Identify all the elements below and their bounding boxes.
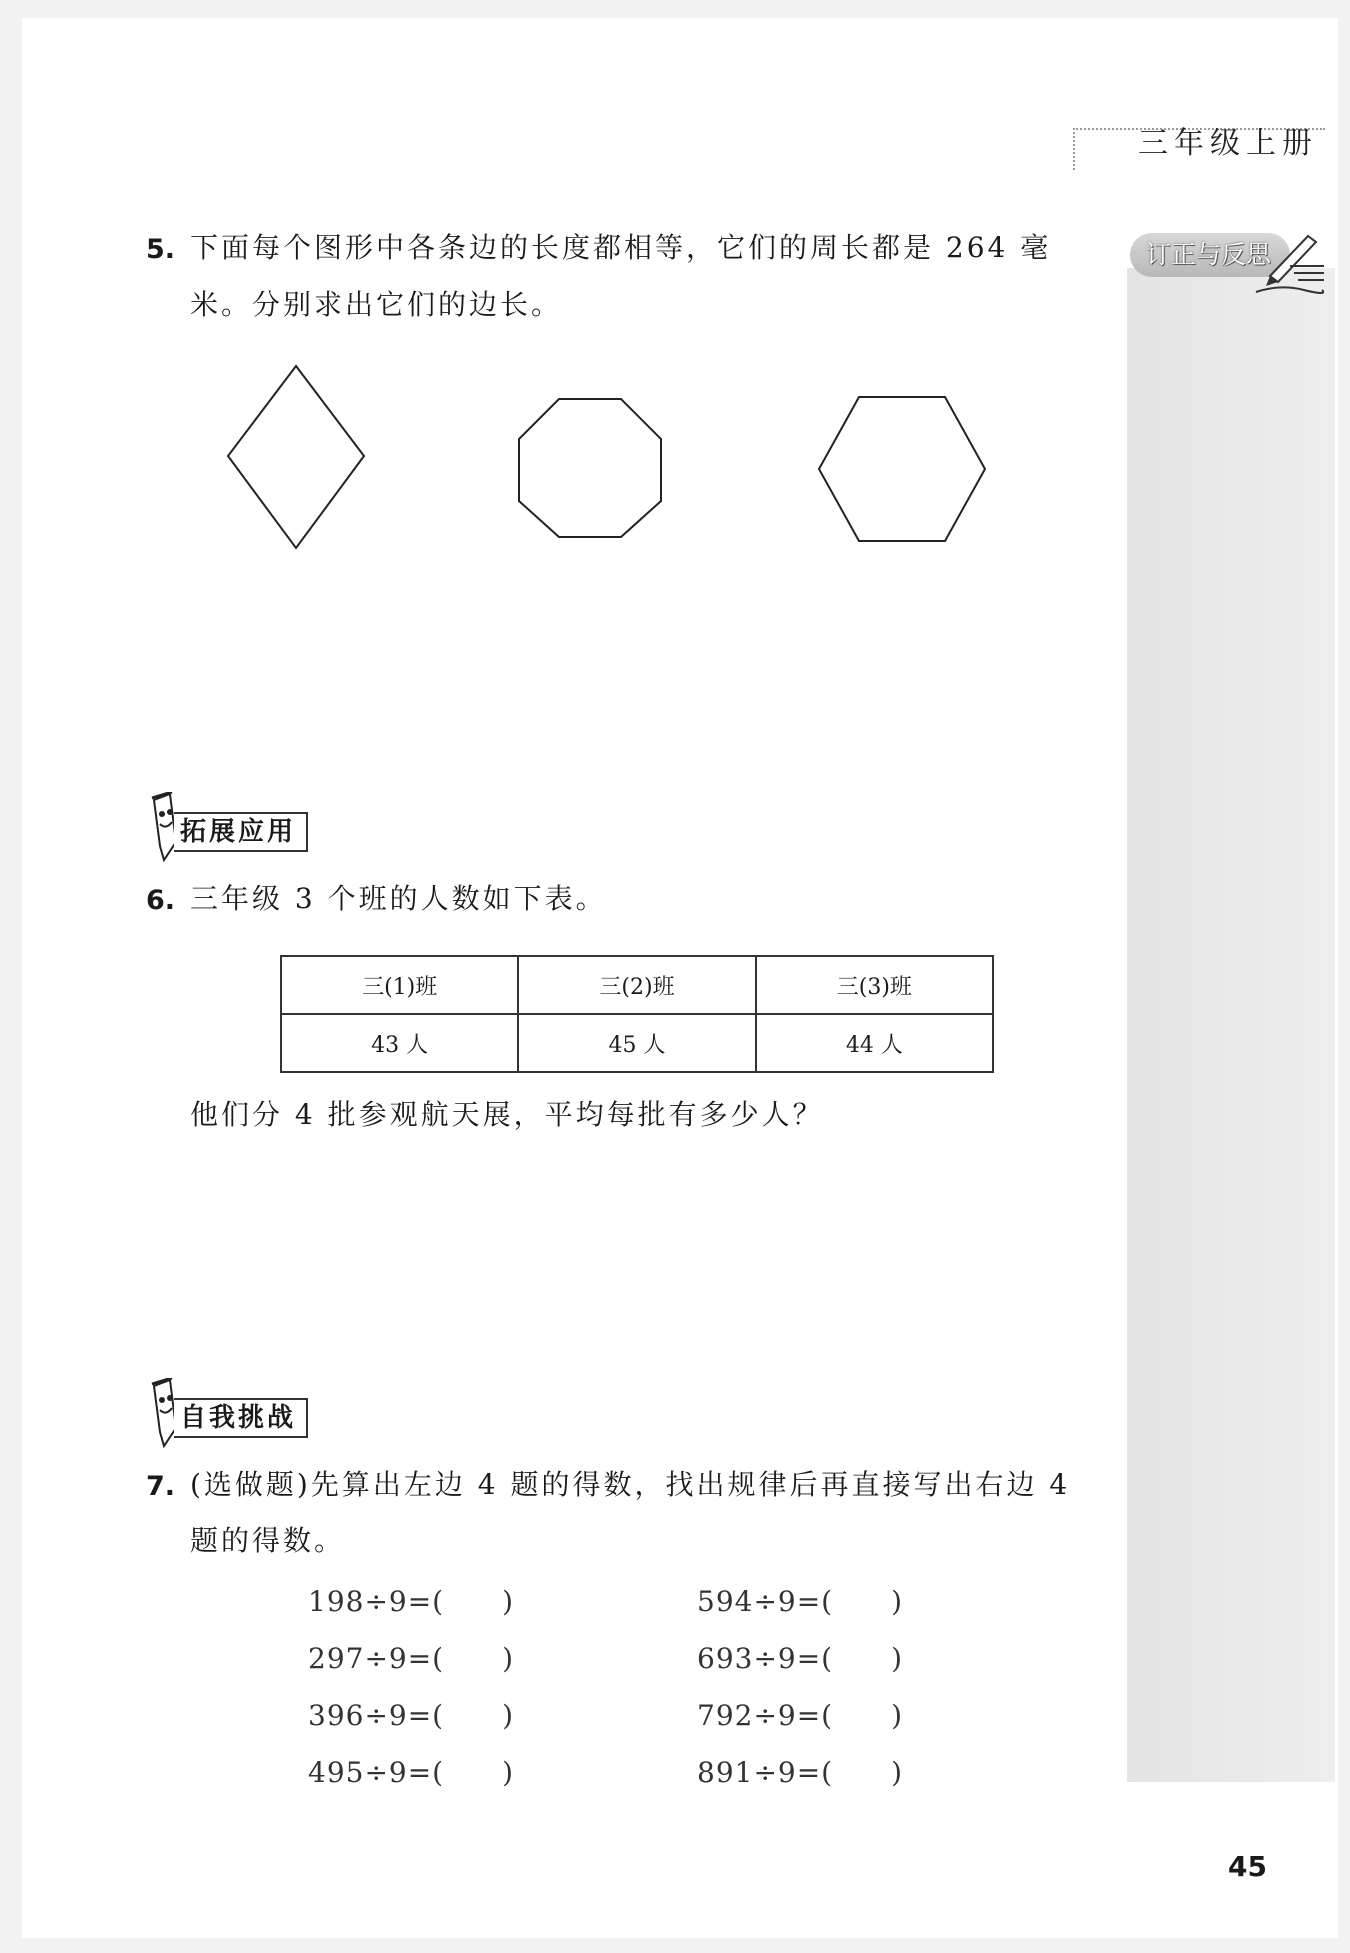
section-challenge-label: 自我挑战 bbox=[174, 1398, 308, 1438]
section-extend-label: 拓展应用 bbox=[174, 812, 308, 852]
hexagon-shape bbox=[815, 393, 990, 545]
correction-tag: 订正与反思 bbox=[1130, 233, 1290, 277]
equation-left-1: 198÷9=( ) bbox=[308, 1585, 515, 1618]
grade-label: 三年级上册 bbox=[1138, 126, 1318, 161]
table-header-row bbox=[281, 956, 993, 1014]
octagon-shape bbox=[515, 395, 665, 545]
question-6-question: 他们分 4 批参观航天展，平均每批有多少人？ bbox=[190, 1098, 824, 1131]
equation-right-3: 792÷9=( ) bbox=[697, 1699, 904, 1732]
table-header-cell: 三(2)班 bbox=[518, 956, 755, 1014]
table-header-cell: 三(1)班 bbox=[281, 956, 518, 1014]
rhombus-shape bbox=[220, 360, 370, 555]
equation-right-1: 594÷9=( ) bbox=[697, 1585, 904, 1618]
question-7-line-1: (选做题)先算出左边 4 题的得数，找出规律后再直接写出右边 4 bbox=[190, 1468, 1071, 1501]
question-6-number: 6. bbox=[146, 885, 176, 916]
table-cell: 45 人 bbox=[518, 1014, 755, 1072]
question-7-number: 7. bbox=[146, 1471, 176, 1502]
equation-left-4: 495÷9=( ) bbox=[308, 1756, 515, 1789]
question-5-number: 5. bbox=[146, 234, 176, 265]
class-size-table bbox=[280, 955, 994, 1073]
equation-right-4: 891÷9=( ) bbox=[697, 1756, 904, 1789]
table-header-cell: 三(3)班 bbox=[756, 956, 993, 1014]
pen-icon bbox=[1250, 228, 1330, 298]
equation-left-2: 297÷9=( ) bbox=[308, 1642, 515, 1675]
correction-sidebar bbox=[1127, 268, 1335, 1782]
table-row bbox=[281, 1014, 993, 1072]
equation-left-3: 396÷9=( ) bbox=[308, 1699, 515, 1732]
question-6-text: 三年级 3 个班的人数如下表。 bbox=[190, 882, 607, 915]
question-5-line-2: 米。分别求出它们的边长。 bbox=[190, 288, 563, 321]
table-cell: 43 人 bbox=[281, 1014, 518, 1072]
question-7-line-2: 题的得数。 bbox=[190, 1524, 346, 1557]
table-cell: 44 人 bbox=[756, 1014, 993, 1072]
question-5-line-1: 下面每个图形中各条边的长度都相等，它们的周长都是 264 毫 bbox=[190, 231, 1052, 264]
page-number: 45 bbox=[1228, 1850, 1267, 1883]
equation-right-2: 693÷9=( ) bbox=[697, 1642, 904, 1675]
